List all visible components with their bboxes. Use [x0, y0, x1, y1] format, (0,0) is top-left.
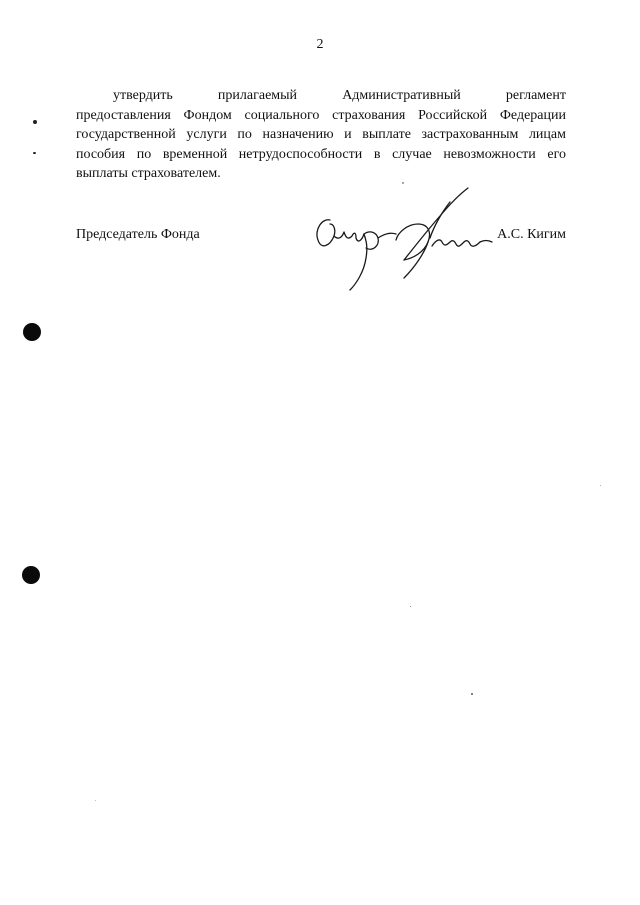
paragraph-line: утвердить прилагаемый Административный регламент	[113, 88, 566, 103]
punch-hole-top	[23, 323, 41, 341]
signer-name: А.С. Кигим	[497, 227, 566, 242]
paragraph-line: предоставления Фондом социального страхования Российской Федерации	[76, 107, 566, 123]
scan-speck	[402, 182, 404, 184]
scan-speck	[33, 152, 36, 154]
handwritten-signature	[300, 180, 500, 295]
signer-title: Председатель Фонда	[76, 227, 200, 242]
punch-hole-bottom	[22, 566, 40, 584]
body-paragraph	[76, 86, 566, 184]
paragraph-line: выплаты страхователем.	[76, 166, 221, 181]
paragraph-line: пособия по временной нетрудоспособности в случае невозможности его	[76, 146, 566, 162]
scan-speck	[410, 606, 411, 607]
page-number: 2	[316, 37, 324, 52]
scan-speck	[95, 800, 96, 801]
paragraph-line: государственной услуги по назначению и выплате застрахованным лицам	[76, 127, 566, 142]
scan-speck	[600, 485, 601, 486]
scan-speck	[471, 693, 473, 695]
scan-speck	[33, 120, 37, 124]
